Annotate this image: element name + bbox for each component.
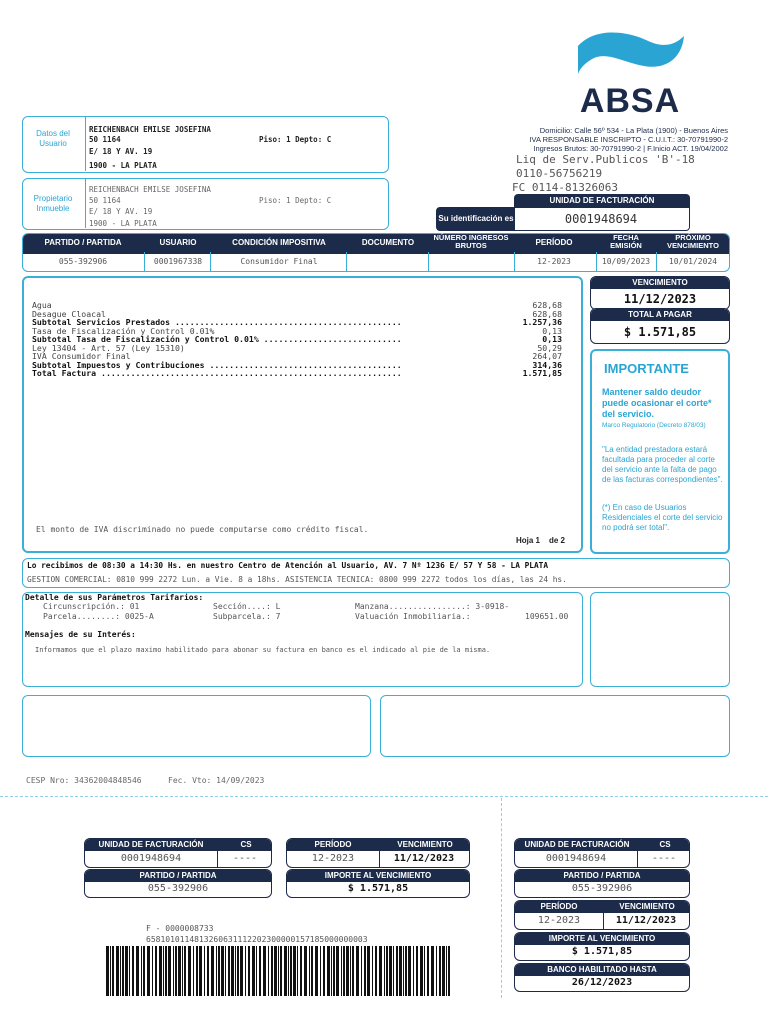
datos-usuario-box bbox=[22, 116, 389, 173]
barcode-bar bbox=[336, 946, 339, 996]
charge-label: Total Factura ............................................................. bbox=[32, 368, 402, 378]
th-usuario: USUARIO bbox=[159, 238, 197, 247]
absa-logo bbox=[574, 28, 686, 118]
propietario-piso: Piso: 1 Depto: C bbox=[259, 196, 332, 205]
th-partido: PARTIDO / PARTIDA bbox=[44, 238, 122, 247]
barcode-bar bbox=[293, 946, 296, 996]
barcode-bar bbox=[173, 946, 174, 996]
atencion-line1: Lo recibimos de 08:30 a 14:30 Hs. en nuestro Centro de Atención al Usuario, AV. 7 Nº 1236 E/ 57 Y 58 - LA PLATA bbox=[27, 561, 549, 570]
stub2-uf-value: 0001948694 bbox=[545, 853, 607, 864]
empty-side-box bbox=[590, 592, 730, 687]
stub-periodo-value: 12-2023 bbox=[311, 853, 355, 864]
barcode-bar bbox=[116, 946, 119, 996]
liq-serv: Liq de Serv.Publicos 'B'-18 bbox=[516, 153, 695, 166]
stub2-periodo-value: 12-2023 bbox=[537, 915, 581, 926]
vencimiento-label: VENCIMIENTO bbox=[591, 277, 729, 289]
page-hoja: Hoja 1 bbox=[516, 536, 541, 545]
uf-id-label: Su identificación es bbox=[437, 208, 515, 230]
barcode-bar bbox=[199, 946, 202, 996]
barcode-bar bbox=[284, 946, 287, 996]
barcode-bar bbox=[379, 946, 382, 996]
barcode-bar bbox=[393, 946, 394, 996]
barcode-bar bbox=[278, 946, 279, 996]
barcode-bar bbox=[268, 946, 269, 996]
empty-box-left bbox=[22, 695, 371, 757]
stub2-venc-label: VENCIMIENTO bbox=[619, 902, 675, 911]
barcode-bar bbox=[112, 946, 114, 996]
stub2-periodo-label: PERÍODO bbox=[540, 902, 578, 911]
barcode-bar bbox=[211, 946, 214, 996]
barcode-bar bbox=[141, 946, 142, 996]
barcode-bar bbox=[225, 946, 226, 996]
barcode-bar bbox=[136, 946, 139, 996]
atencion-box bbox=[22, 558, 730, 588]
stub-uf-label: UNIDAD DE FACTURACIÓN bbox=[98, 840, 204, 849]
barcode-bar bbox=[424, 946, 425, 996]
barcode-bar bbox=[320, 946, 321, 996]
uf-header: UNIDAD DE FACTURACIÓN bbox=[514, 194, 690, 207]
barcode-bar bbox=[188, 946, 191, 996]
stub-cs-value: ---- bbox=[232, 853, 258, 864]
charge-value: 264,07 bbox=[532, 351, 562, 361]
barcode-bar bbox=[405, 946, 407, 996]
importante-note: (*) En caso de Usuarios Residenciales el corte del servicio no podrá ser total". bbox=[602, 503, 723, 532]
barcode-bar bbox=[333, 946, 335, 996]
barcode-bar bbox=[372, 946, 373, 996]
charge-label: IVA Consumidor Final bbox=[32, 351, 131, 361]
stub2-importe-label: IMPORTE AL VENCIMIENTO bbox=[515, 933, 689, 945]
cut-line-horizontal bbox=[0, 796, 768, 797]
company-address: Domicilio: Calle 56º 534 - La Plata (1900) - Buenos Aires bbox=[539, 126, 728, 135]
propietario-street: 50 1164 bbox=[89, 196, 121, 205]
barcode-bar bbox=[403, 946, 404, 996]
barcode-bar bbox=[218, 946, 220, 996]
barcode-bar bbox=[248, 946, 250, 996]
barcode-bar bbox=[413, 946, 414, 996]
barcode-bar bbox=[309, 946, 310, 996]
datos-usuario-label: Datos del Usuario bbox=[36, 129, 70, 148]
company-code: 0110-56756219 bbox=[516, 167, 603, 180]
param-manzana: Manzana................: 3-0918- bbox=[355, 602, 510, 611]
charge-value: 0,13 bbox=[542, 334, 562, 344]
uf-id-value: 0001948694 bbox=[564, 212, 638, 226]
barcode-bar bbox=[346, 946, 349, 996]
total-value: $ 1.571,85 bbox=[623, 325, 697, 339]
stub2-banco-box bbox=[514, 963, 690, 992]
charge-value: 0,13 bbox=[542, 325, 562, 336]
wave-icon bbox=[574, 28, 686, 80]
mensajes-text: Informamos que el plazo maximo habilitado para abonar su factura en banco es el indicado al pie de la misma. bbox=[35, 646, 491, 654]
iva-note: El monto de IVA discriminado no puede computarse como crédito fiscal. bbox=[36, 525, 369, 534]
barcode-bar bbox=[196, 946, 198, 996]
stub2-uf-label: UNIDAD DE FACTURACIÓN bbox=[524, 840, 630, 849]
barcode-bar bbox=[431, 946, 434, 996]
company-ingresos: Ingresos Brutos: 30-70791990-2 | F.Inicio ACT. 19/04/2002 bbox=[533, 144, 728, 153]
charge-value: 50,29 bbox=[537, 342, 562, 353]
stub2-banco-label: BANCO HABILITADO HASTA bbox=[515, 964, 689, 976]
barcode-bar bbox=[178, 946, 181, 996]
charge-label: Ley 13404 - Art. 57 (Ley 15310) bbox=[32, 342, 185, 353]
barcode-bar bbox=[245, 946, 246, 996]
barcode-bar bbox=[315, 946, 318, 996]
barcode-bar bbox=[367, 946, 370, 996]
barcode-bar bbox=[442, 946, 445, 996]
stub2-pp-label: PARTIDO / PARTIDA bbox=[515, 870, 689, 882]
td-partido: 055-392906 bbox=[58, 257, 108, 266]
cesp-vto: Fec. Vto: 14/09/2023 bbox=[168, 776, 265, 785]
td-proximo: 10/01/2024 bbox=[668, 257, 718, 266]
barcode-bar bbox=[356, 946, 359, 996]
barcode-bar bbox=[216, 946, 217, 996]
stub2-cs-value: ---- bbox=[651, 853, 677, 864]
brand-name: ABSA bbox=[579, 82, 681, 120]
company-iva: IVA RESPONSABLE INSCRIPTO - C.U.I.T.: 30-70791990-2 bbox=[529, 135, 728, 144]
barcode-image bbox=[106, 946, 452, 996]
barcode-bar bbox=[240, 946, 243, 996]
barcode-bar bbox=[384, 946, 385, 996]
stub-pp-box bbox=[84, 869, 272, 898]
charge-value: 1.571,85 bbox=[522, 368, 562, 378]
barcode-bar bbox=[155, 946, 157, 996]
barcode-bar bbox=[271, 946, 273, 996]
stub2-periodo-box bbox=[514, 900, 690, 930]
barcode-bar bbox=[152, 946, 153, 996]
barcode-bar bbox=[361, 946, 362, 996]
propietario-label: Propietario Inmueble bbox=[33, 194, 73, 213]
parametros-title: Detalle de sus Parámetros Tarifarios: bbox=[25, 593, 204, 602]
stub-importe-label: IMPORTE AL VENCIMIENTO bbox=[287, 870, 469, 882]
th-documento: DOCUMENTO bbox=[361, 238, 415, 247]
stub-uf-box bbox=[84, 838, 272, 868]
barcode-bar bbox=[416, 946, 418, 996]
barcode-bar bbox=[436, 946, 437, 996]
barcode-bar bbox=[300, 946, 302, 996]
barcode-bar bbox=[327, 946, 330, 996]
barcode-bar bbox=[120, 946, 121, 996]
barcode-bar bbox=[408, 946, 411, 996]
barcode-bar bbox=[448, 946, 450, 996]
usuario-name: REICHENBACH EMILSE JOSEFINA bbox=[89, 125, 211, 134]
stub2-venc-value: 11/12/2023 bbox=[615, 915, 677, 926]
barcode-bar bbox=[290, 946, 292, 996]
charge-label: Tasa de Fiscalización y Control 0.01% bbox=[32, 325, 215, 336]
barcode-number: 6581010114813260631112202300000157185000000003 bbox=[146, 935, 368, 944]
barcode-bar bbox=[341, 946, 342, 996]
barcode-bar bbox=[168, 946, 171, 996]
barcode-bar bbox=[386, 946, 388, 996]
barcode-bar bbox=[331, 946, 332, 996]
param-valuacion: Valuación Inmobiliaria.: bbox=[355, 612, 471, 621]
barcode-bar bbox=[143, 946, 145, 996]
barcode-bar bbox=[110, 946, 111, 996]
barcode-bar bbox=[237, 946, 239, 996]
barcode-bar bbox=[323, 946, 325, 996]
barcode-bar bbox=[375, 946, 377, 996]
th-proximo: PRÓXIMO VENCIMIENTO bbox=[667, 233, 719, 250]
importante-quote: "La entidad prestadora estará facultada para proceder al corte del servicio ante la falta de pago de las facturas correspondientes". bbox=[602, 445, 723, 484]
total-label: TOTAL A PAGAR bbox=[591, 309, 729, 321]
charge-label: Subtotal Impuestos y Contribuciones ....................................... bbox=[32, 359, 402, 370]
barcode-bar bbox=[106, 946, 109, 996]
atencion-line2: GESTION COMERCIAL: 0810 999 2272 Lun. a Vie. 8 a 18hs. ASISTENCIA TECNICA: 0800 999 2272 todos los días, las 24 hs. bbox=[27, 575, 567, 584]
barcode-bar bbox=[125, 946, 128, 996]
stub2-banco-value: 26/12/2023 bbox=[571, 977, 633, 988]
td-usuario: 0001967338 bbox=[153, 257, 203, 266]
stub2-pp-box bbox=[514, 869, 690, 898]
barcode-bar bbox=[159, 946, 162, 996]
barcode-bar bbox=[364, 946, 366, 996]
barcode-bar bbox=[288, 946, 289, 996]
usuario-street: 50 1164 bbox=[89, 135, 121, 144]
stub-venc-value: 11/12/2023 bbox=[393, 853, 455, 864]
td-emision: 10/09/2023 bbox=[601, 257, 651, 266]
usuario-piso: Piso: 1 Depto: C bbox=[259, 135, 332, 144]
charge-value: 314,36 bbox=[532, 359, 562, 370]
param-parcela: Parcela........: 0025-A bbox=[43, 612, 154, 621]
th-condicion: CONDICIÓN IMPOSITIVA bbox=[232, 238, 326, 247]
charge-label: Subtotal Servicios Prestados .............................................. bbox=[32, 317, 402, 327]
propietario-box bbox=[22, 178, 389, 230]
barcode-bar bbox=[389, 946, 392, 996]
barcode-bar bbox=[252, 946, 255, 996]
barcode-bar bbox=[297, 946, 298, 996]
stub-importe-value: $ 1.571,85 bbox=[347, 883, 409, 894]
stub2-importe-value: $ 1.571,85 bbox=[571, 946, 633, 957]
empty-box-right bbox=[380, 695, 730, 757]
stub2-pp-value: 055-392906 bbox=[571, 883, 633, 894]
barcode-bar bbox=[446, 946, 447, 996]
usuario-city: 1900 - LA PLATA bbox=[89, 161, 157, 170]
charge-label: Agua bbox=[32, 300, 52, 310]
importante-marco: Marco Regulatorio (Decreto 878/03) bbox=[602, 422, 706, 429]
stub-pp-label: PARTIDO / PARTIDA bbox=[85, 870, 271, 882]
fc-number: FC 0114-81326063 bbox=[512, 181, 618, 194]
barcode-bar bbox=[256, 946, 257, 996]
charge-value: 1.257,36 bbox=[522, 317, 562, 327]
barcode-bar bbox=[228, 946, 230, 996]
mensajes-title: Mensajes de su Interés: bbox=[25, 630, 136, 639]
stub-periodo-label: PERÍODO bbox=[314, 840, 352, 849]
importante-box bbox=[590, 349, 730, 554]
param-subparcela: Subparcela.: 7 bbox=[213, 612, 281, 621]
barcode-bar bbox=[184, 946, 186, 996]
param-circ: Circunscripción.: 01 bbox=[43, 602, 140, 611]
vencimiento-value: 11/12/2023 bbox=[623, 292, 697, 306]
barcode-bar bbox=[350, 946, 351, 996]
barcode-bar bbox=[311, 946, 313, 996]
charge-label: Subtotal Tasa de Fiscalización y Control 0.01% ............................ bbox=[32, 334, 402, 344]
th-emision: FECHA EMISIÓN bbox=[610, 233, 642, 250]
barcode-bar bbox=[235, 946, 236, 996]
stub-importe-box bbox=[286, 869, 470, 898]
barcode-bar bbox=[259, 946, 261, 996]
barcode-bar bbox=[122, 946, 124, 996]
uf-id-block bbox=[436, 207, 690, 231]
propietario-name: REICHENBACH EMILSE JOSEFINA bbox=[89, 185, 211, 194]
charge-value: 628,68 bbox=[532, 300, 562, 310]
barcode-bar bbox=[193, 946, 194, 996]
usuario-cross: E/ 18 Y AV. 19 bbox=[89, 147, 153, 156]
barcode-bar bbox=[163, 946, 164, 996]
param-valuacion-value: 109651.00 bbox=[525, 612, 569, 621]
barcode-bar bbox=[165, 946, 167, 996]
stub-uf-value: 0001948694 bbox=[120, 853, 182, 864]
importante-bold: Mantener saldo deudor puede ocasionar el corte* del servicio. bbox=[602, 387, 712, 419]
barcode-bar bbox=[396, 946, 398, 996]
barcode-bar bbox=[207, 946, 209, 996]
vencimiento-box bbox=[590, 276, 730, 310]
stub-periodo-box bbox=[286, 838, 470, 868]
stub2-cs-label: CS bbox=[659, 840, 671, 849]
barcode-bar bbox=[274, 946, 277, 996]
barcode-bar bbox=[280, 946, 282, 996]
stub-cs-label: CS bbox=[240, 840, 252, 849]
barcode-bar bbox=[175, 946, 177, 996]
stub2-uf-box bbox=[514, 838, 690, 868]
barcode-bar bbox=[420, 946, 423, 996]
charge-row bbox=[32, 369, 562, 378]
propietario-cross: E/ 18 Y AV. 19 bbox=[89, 207, 153, 216]
th-periodo: PERÍODO bbox=[535, 238, 573, 247]
cesp-number: CESP Nro: 34362004848546 bbox=[26, 776, 142, 785]
barcode-bar bbox=[221, 946, 224, 996]
cut-line-vertical bbox=[501, 798, 502, 998]
barcode-bar bbox=[231, 946, 234, 996]
stub2-importe-box bbox=[514, 932, 690, 961]
total-box bbox=[590, 308, 730, 344]
barcode-bar bbox=[263, 946, 266, 996]
stub-pp-value: 055-392906 bbox=[147, 883, 209, 894]
barcode-bar bbox=[147, 946, 150, 996]
barcode-bar bbox=[132, 946, 134, 996]
td-periodo: 12-2023 bbox=[537, 257, 571, 266]
td-condicion: Consumidor Final bbox=[240, 257, 318, 266]
barcode-bar bbox=[352, 946, 354, 996]
barcode-bar bbox=[399, 946, 402, 996]
propietario-city: 1900 - LA PLATA bbox=[89, 219, 157, 228]
barcode-bar bbox=[204, 946, 205, 996]
barcode-bar bbox=[304, 946, 307, 996]
param-seccion: Sección....: L bbox=[213, 602, 281, 611]
th-ingresos: NÚMERO INGRESOS BRUTOS bbox=[433, 233, 509, 250]
charge-label: Desague Cloacal bbox=[32, 308, 106, 319]
stub-venc-label: VENCIMIENTO bbox=[397, 840, 453, 849]
barcode-bar bbox=[343, 946, 345, 996]
barcode-bar bbox=[182, 946, 183, 996]
barcode-f: F - 0000008733 bbox=[146, 924, 214, 933]
charge-value: 628,68 bbox=[532, 308, 562, 319]
barcode-bar bbox=[439, 946, 441, 996]
barcode-bar bbox=[129, 946, 130, 996]
barcode-bar bbox=[427, 946, 429, 996]
page-de: de 2 bbox=[549, 536, 566, 545]
parametros-box bbox=[22, 592, 583, 687]
importante-title: IMPORTANTE bbox=[604, 361, 689, 376]
